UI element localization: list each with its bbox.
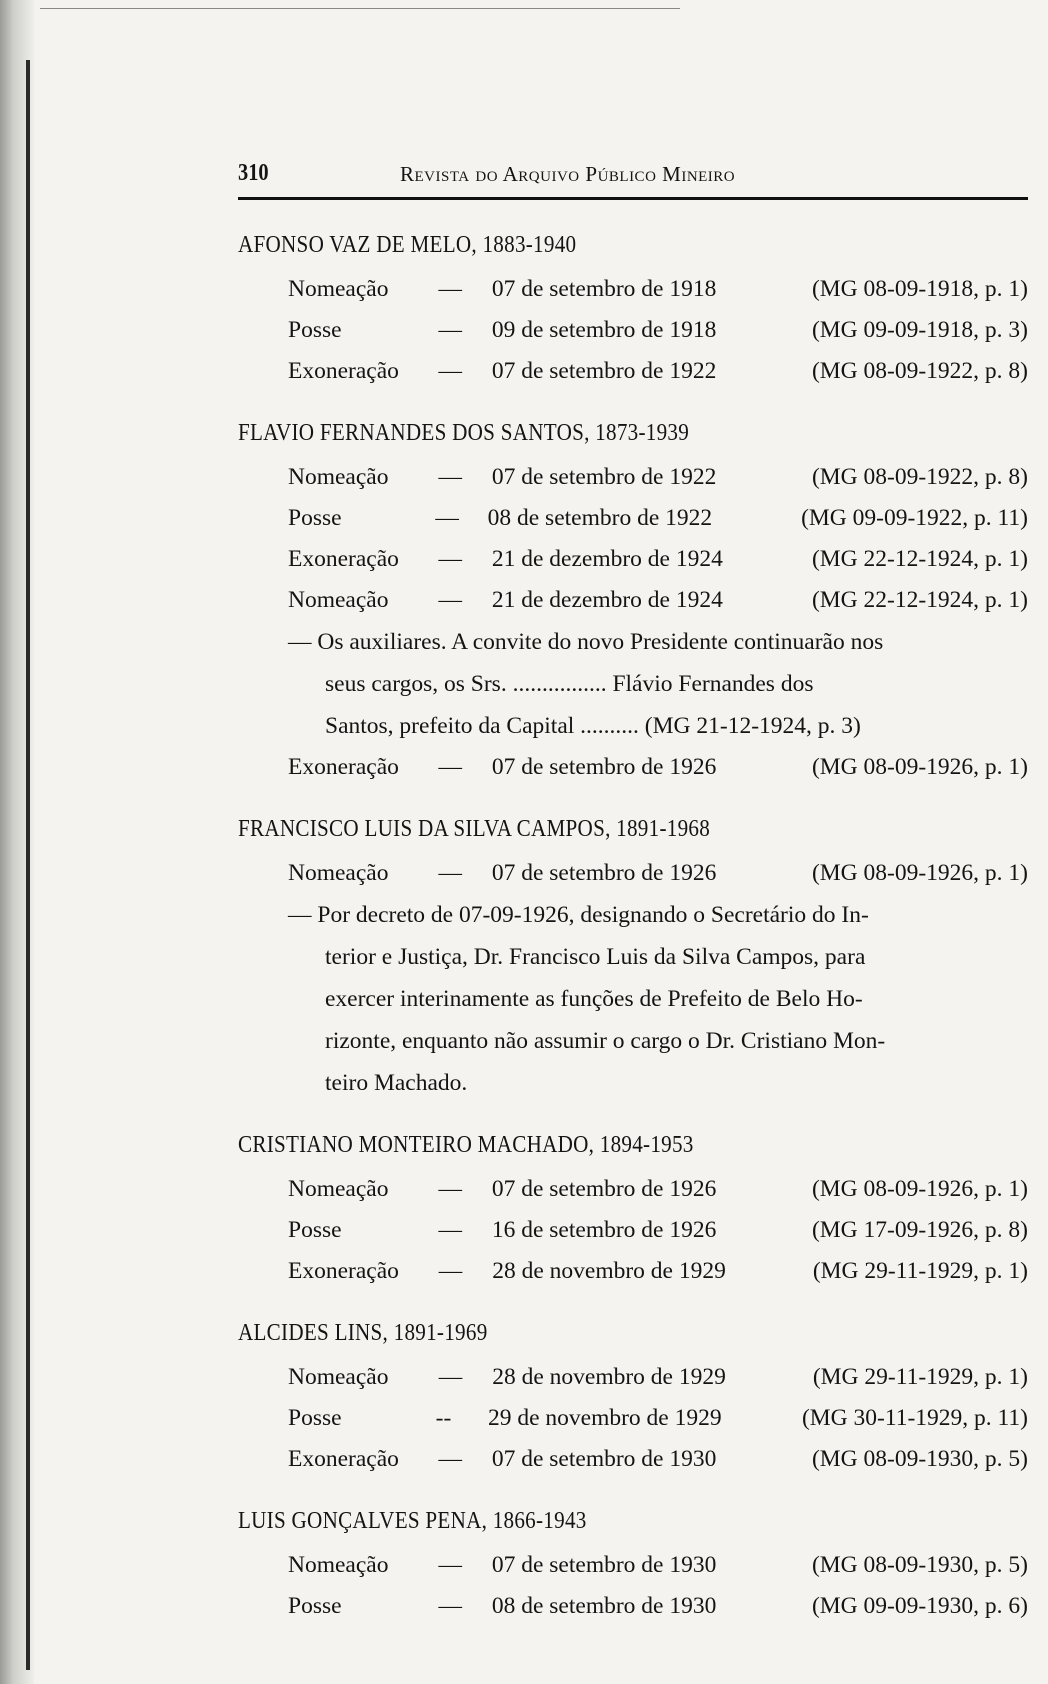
entry-kind: Nomeação: [288, 464, 389, 490]
entry-dash: —: [438, 546, 463, 572]
entry-row: [238, 498, 1028, 539]
entry-reference: (MG 22-12-1924, p. 1): [811, 546, 1028, 572]
entry-dash: —: [438, 587, 463, 613]
entry-kind: Exoneração: [288, 358, 399, 384]
entry-date: 16 de setembro de 1926: [491, 1217, 717, 1243]
person-name: FRANCISCO LUIS DA SILVA CAMPOS, 1891-1968: [238, 816, 711, 842]
note-line: Santos, prefeito da Capital .......... (MG 21-12-1924, p. 3): [325, 713, 861, 739]
entry-row: [238, 853, 1028, 894]
person-section: [238, 1508, 1028, 1641]
entry-dash: —: [438, 1364, 463, 1390]
entry-date: 07 de setembro de 1922: [491, 358, 717, 384]
entry-dash: —: [438, 1176, 463, 1202]
entry-date: 07 de setembro de 1926: [491, 860, 717, 886]
entry-date: 09 de setembro de 1918: [491, 317, 717, 343]
person-name: ALCIDES LINS, 1891-1969: [238, 1320, 488, 1346]
decree-note: [238, 621, 1028, 747]
entry-kind: Posse: [288, 317, 342, 343]
entry-reference: (MG 17-09-1926, p. 8): [811, 1217, 1028, 1243]
entry-dash: —: [438, 317, 463, 343]
entry-reference: (MG 08-09-1930, p. 5): [811, 1446, 1028, 1472]
person-section: [238, 816, 1028, 1118]
entry-kind: Posse: [288, 505, 342, 531]
note-line: — Por decreto de 07-09-1926, designando o Secretário do In-: [288, 902, 869, 928]
entry-kind: Posse: [288, 1593, 342, 1619]
entry-date: 07 de setembro de 1930: [491, 1446, 717, 1472]
entry-reference: (MG 08-09-1926, p. 1): [811, 754, 1028, 780]
note-line: — Os auxiliares. A convite do novo Presidente continuarão nos: [288, 629, 884, 655]
entry-dash: —: [438, 464, 463, 490]
entry-dash: —: [438, 1258, 463, 1284]
entry-row: [238, 1545, 1028, 1586]
running-title: Revista do Arquivo Público Mineiro: [400, 162, 736, 186]
entry-date: 21 de dezembro de 1924: [491, 546, 723, 572]
entry-dash: —: [438, 1217, 463, 1243]
decree-note: [238, 894, 1028, 1104]
person-section: [238, 1132, 1028, 1306]
document-body: [238, 218, 1028, 1641]
entry-kind: Posse: [288, 1405, 342, 1431]
section-spacer: [238, 1104, 1028, 1118]
section-spacer: [238, 1480, 1028, 1494]
person-name: FLAVIO FERNANDES DOS SANTOS, 1873-1939: [238, 420, 690, 446]
entry-dash: —: [438, 1593, 463, 1619]
person-name: AFONSO VAZ DE MELO, 1883-1940: [238, 232, 577, 258]
entry-dash: —: [438, 276, 463, 302]
entry-row: [238, 1210, 1028, 1251]
person-name: LUIS GONÇALVES PENA, 1866-1943: [238, 1508, 587, 1534]
entry-row: [238, 580, 1028, 621]
entry-reference: (MG 22-12-1924, p. 1): [811, 587, 1028, 613]
note-line: exercer interinamente as funções de Prefeito de Belo Ho-: [325, 986, 863, 1012]
entry-row: [238, 1357, 1028, 1398]
entry-date: 28 de novembro de 1929: [492, 1258, 726, 1284]
entry-dash: --: [435, 1405, 452, 1431]
entry-row: [238, 1586, 1028, 1627]
entry-kind: Exoneração: [288, 546, 399, 572]
entry-row: [238, 539, 1028, 580]
entry-date: 28 de novembro de 1929: [492, 1364, 726, 1390]
entry-reference: (MG 08-09-1922, p. 8): [811, 358, 1028, 384]
entry-kind: Nomeação: [288, 1552, 389, 1578]
entry-date: 07 de setembro de 1930: [491, 1552, 717, 1578]
entry-date: 07 de setembro de 1926: [491, 1176, 717, 1202]
entry-reference: (MG 08-09-1926, p. 1): [811, 1176, 1028, 1202]
entry-row: [238, 457, 1028, 498]
entry-kind: Nomeação: [288, 1364, 389, 1390]
page-header: [238, 160, 1028, 200]
entry-kind: Exoneração: [288, 1258, 399, 1284]
note-line: rizonte, enquanto não assumir o cargo o Dr. Cristiano Mon-: [325, 1028, 886, 1054]
entry-date: 08 de setembro de 1930: [491, 1593, 717, 1619]
entry-row: [238, 1251, 1028, 1292]
entry-row: [238, 747, 1028, 788]
entry-kind: Exoneração: [288, 1446, 399, 1472]
entry-date: 07 de setembro de 1918: [491, 276, 717, 302]
entry-kind: Posse: [288, 1217, 342, 1243]
binding-shadow-line: [26, 60, 30, 1670]
person-section: [238, 420, 1028, 802]
section-spacer: [238, 1292, 1028, 1306]
entry-date: 07 de setembro de 1922: [491, 464, 717, 490]
person-section: [238, 232, 1028, 406]
note-line: teiro Machado.: [325, 1070, 468, 1096]
entry-row: [238, 310, 1028, 351]
entry-date: 07 de setembro de 1926: [491, 754, 717, 780]
entry-date: 29 de novembro de 1929: [487, 1405, 722, 1431]
entry-dash: —: [438, 358, 463, 384]
entry-row: [238, 351, 1028, 392]
entry-row: [238, 269, 1028, 310]
entry-dash: —: [438, 1552, 463, 1578]
section-spacer: [238, 788, 1028, 802]
entry-reference: (MG 09-09-1918, p. 3): [811, 317, 1028, 343]
entry-reference: (MG 08-09-1918, p. 1): [811, 276, 1028, 302]
entry-reference: (MG 08-09-1930, p. 5): [811, 1552, 1028, 1578]
entry-reference: (MG 08-09-1926, p. 1): [811, 860, 1028, 886]
entry-reference: (MG 08-09-1922, p. 8): [811, 464, 1028, 490]
entry-dash: —: [438, 754, 463, 780]
entry-row: [238, 1398, 1028, 1439]
entry-reference: (MG 09-09-1922, p. 11): [801, 505, 1028, 531]
entry-kind: Exoneração: [288, 754, 399, 780]
entry-reference: (MG 29-11-1929, p. 1): [812, 1258, 1028, 1284]
top-scan-line: [40, 8, 680, 9]
section-spacer: [238, 1627, 1028, 1641]
entry-reference: (MG 30-11-1929, p. 11): [801, 1405, 1028, 1431]
entry-date: 08 de setembro de 1922: [487, 505, 713, 531]
entry-kind: Nomeação: [288, 860, 389, 886]
header-rule: [238, 197, 1028, 200]
entry-kind: Nomeação: [288, 276, 389, 302]
entry-kind: Nomeação: [288, 587, 389, 613]
section-spacer: [238, 392, 1028, 406]
note-line: seus cargos, os Srs. ................ Flávio Fernandes dos: [325, 671, 814, 697]
entry-kind: Nomeação: [288, 1176, 389, 1202]
page-number: 310: [238, 160, 269, 186]
entry-date: 21 de dezembro de 1924: [491, 587, 723, 613]
entry-row: [238, 1439, 1028, 1480]
entry-row: [238, 1169, 1028, 1210]
note-line: terior e Justiça, Dr. Francisco Luis da Silva Campos, para: [325, 944, 866, 970]
entry-reference: (MG 29-11-1929, p. 1): [812, 1364, 1028, 1390]
person-name: CRISTIANO MONTEIRO MACHADO, 1894-1953: [238, 1132, 694, 1158]
entry-dash: —: [438, 860, 463, 886]
entry-dash: —: [435, 505, 459, 531]
entry-reference: (MG 09-09-1930, p. 6): [811, 1593, 1028, 1619]
person-section: [238, 1320, 1028, 1494]
entry-dash: —: [438, 1446, 463, 1472]
